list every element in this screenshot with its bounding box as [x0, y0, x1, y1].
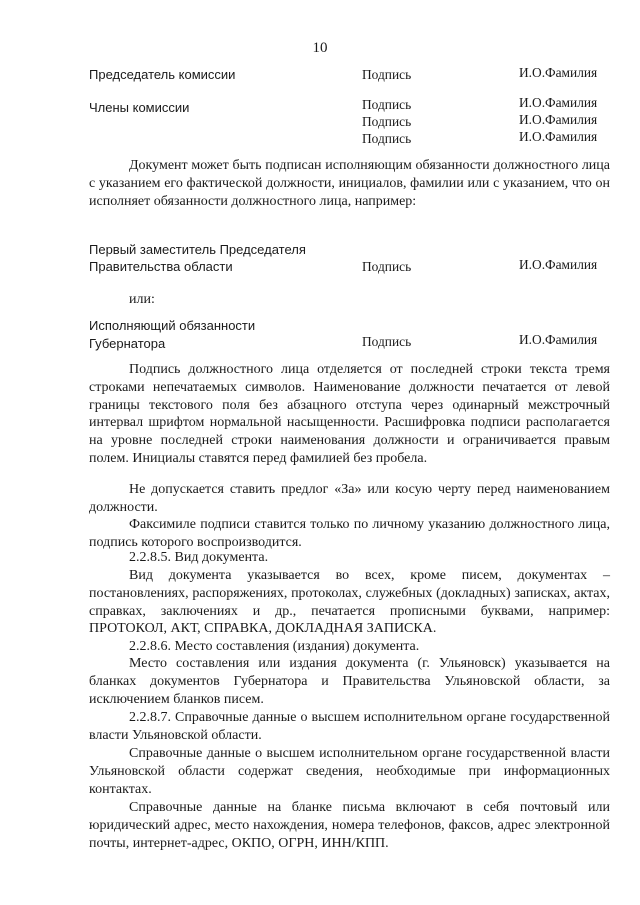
- chair-name: И.О.Фамилия: [519, 65, 598, 80]
- example1-position-line1: Первый заместитель Председателя: [89, 242, 306, 257]
- paragraph-reference-data-2: Справочные данные на бланке письма включают в себя почтовый или юридический адрес, место нахождения, номера телефонов, факсов, адрес электронной почты, интернет-адрес, ОКПО, ОГРН, ИНН/КПП.: [89, 800, 610, 851]
- member-sign-3: Подпись: [362, 131, 412, 146]
- example2-position-line1: Исполняющий обязанности: [89, 318, 256, 333]
- member-sign-1: Подпись: [362, 97, 412, 112]
- member-sign-2: Подпись: [362, 114, 412, 129]
- section-2-2-8-7-text: 2.2.8.7. Справочные данные о высшем исполнительном органе государственной власти Ульяновской области.: [89, 710, 610, 743]
- paragraph-signature-rules: Подпись должностного лица отделяется от последней строки текста тремя строками непечатаемых символов. Наименование должности печатается от левой границы текстового поля без абзацного отступа через одинарный межстрочный интервал шрифтом нормальной насыщенности. Расшифровка подписи располагается на уровне последней строки наименования должности и ограничивается правым полем. Инициалы ставятся перед фамилией без пробела.: [89, 362, 610, 466]
- example2-sign: Подпись: [362, 334, 412, 349]
- or-label: или:: [129, 292, 155, 307]
- member-name-1: И.О.Фамилия: [519, 95, 598, 110]
- page-number: 10: [312, 40, 328, 56]
- chair-label: Председатель комиссии: [89, 67, 236, 82]
- example2-position-line2: Губернатора: [89, 336, 166, 351]
- example2-name: И.О.Фамилия: [519, 332, 598, 347]
- members-label: Члены комиссии: [89, 100, 190, 115]
- member-name-2: И.О.Фамилия: [519, 112, 598, 127]
- example1-sign: Подпись: [362, 259, 412, 274]
- example1-position-line2: Правительства области: [89, 259, 233, 274]
- paragraph-facsimile: Факсимиле подписи ставится только по личному указанию должностного лица, подпись которого воспроизводится.: [89, 517, 610, 550]
- section-2-2-8-5-heading: 2.2.8.5. Вид документа.: [129, 550, 269, 565]
- paragraph-preposition: Не допускается ставить предлог «За» или косую черту перед наименованием должности.: [89, 482, 610, 515]
- chair-sign: Подпись: [362, 67, 412, 82]
- paragraph-reference-data-1: Справочные данные о высшем исполнительном органе государственной власти Ульяновской области содержат сведения, необходимые при информационных контактах.: [89, 746, 610, 797]
- section-2-2-8-6-text: Место составления или издания документа (г. Ульяновск) указывается на бланках документов Губернатора и Правительства Ульяновской области, за исключением бланков писем.: [89, 656, 610, 707]
- example1-name: И.О.Фамилия: [519, 257, 598, 272]
- member-name-3: И.О.Фамилия: [519, 129, 598, 144]
- section-2-2-8-6-heading: 2.2.8.6. Место составления (издания) документа.: [129, 639, 420, 654]
- section-2-2-8-5-text: Вид документа указывается во всех, кроме писем, документах – постановлениях, распоряжениях, протоколах, служебных (докладных) записках, актах, справках, заключениях и др., печатается прописными буквами, например: ПРОТОКОЛ, АКТ, СПРАВКА, ДОКЛАДНАЯ ЗАПИСКА.: [89, 568, 610, 637]
- paragraph-intro: Документ может быть подписан исполняющим обязанности должностного лица с указанием его фактической должности, инициалов, фамилии или с указанием, что он исполняет обязанности должностного лица, например:: [89, 158, 610, 209]
